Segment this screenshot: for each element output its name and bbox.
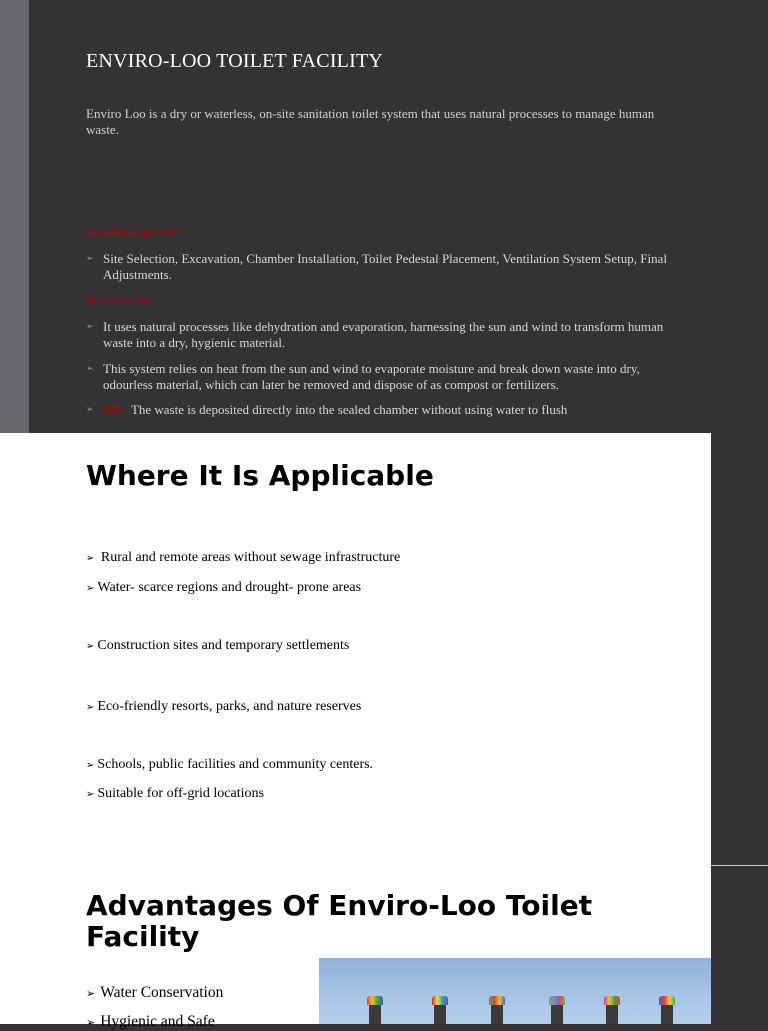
- advantages-heading-line2: Facility: [86, 920, 200, 953]
- nb-label: NB:: [103, 402, 125, 417]
- advantage-item-text: Hygienic and Safe: [100, 1013, 215, 1030]
- advantages-heading-line1: Advantages Of Enviro-Loo Toilet: [86, 889, 593, 922]
- applicable-heading: Where It Is Applicable: [86, 459, 434, 492]
- advantage-item-text: Water Conservation: [100, 984, 224, 1001]
- how-bullet-1: [86, 319, 671, 350]
- how-bullet-2: [86, 361, 671, 392]
- applicable-item: [86, 550, 400, 566]
- bullet-text: Site Selection, Excavation, Chamber Installation, Toilet Pedestal Placement, Ventilation System Setup, Final Adjustments.: [103, 251, 668, 282]
- bullet-arrow-icon: ➢: [86, 988, 96, 1000]
- vent-pipe: [606, 1004, 618, 1024]
- bullet-arrow-icon: ➢: [86, 641, 95, 652]
- bullet-arrow-icon: ➢: [86, 1017, 96, 1029]
- applicable-item: [86, 580, 361, 596]
- bullet-arrow-icon: ➢: [86, 321, 94, 331]
- applicable-item-text: Suitable for off-grid locations: [97, 786, 264, 801]
- slide-edge-dark: [711, 433, 768, 1024]
- vent-pipe: [661, 1004, 673, 1024]
- applicable-item: [86, 699, 361, 715]
- advantage-item: [86, 984, 223, 1002]
- slide-side-stripe: [0, 0, 29, 433]
- applicable-item-text: Rural and remote areas without sewage infrastructure: [100, 550, 401, 565]
- slide-divider: [711, 865, 768, 866]
- applicable-item: [86, 638, 349, 654]
- applicable-item: [86, 786, 264, 802]
- vent-pipe: [369, 1004, 381, 1024]
- installation-heading: Installation process: [86, 225, 179, 239]
- applicable-item: [86, 757, 373, 773]
- how-it-works-heading: How it works: [86, 293, 152, 307]
- advantage-item: [86, 1013, 215, 1031]
- installation-bullet: [86, 251, 671, 282]
- bullet-arrow-icon: ➢: [86, 253, 94, 263]
- bullet-text: It uses natural processes like dehydration and evaporation, harnessing the sun and wind to transform human waste into a dry, hygienic material.: [103, 319, 664, 350]
- applicable-item-text: Water- scarce regions and drought- prone areas: [97, 580, 362, 595]
- bullet-text: This system relies on heat from the sun and wind to evaporate moisture and break down waste into dry, odourless material, which can later be removed and dispose of as compost or fertilizers.: [103, 361, 640, 392]
- applicable-item-text: Schools, public facilities and community centers.: [97, 757, 374, 772]
- applicable-item-text: Eco-friendly resorts, parks, and nature reserves: [97, 699, 362, 714]
- slide-title: ENVIRO-LOO TOILET FACILITY: [86, 50, 384, 72]
- bullet-arrow-icon: ➢: [86, 702, 95, 713]
- vent-pipe: [491, 1004, 503, 1024]
- nb-text: The waste is deposited directly into the sealed chamber without using water to flush: [130, 402, 568, 417]
- bullet-arrow-icon: ➢: [86, 404, 94, 414]
- bullet-arrow-icon: ➢: [86, 760, 95, 771]
- intro-paragraph: Enviro Loo is a dry or waterless, on-site sanitation toilet system that uses natural processes to manage human waste.: [86, 106, 655, 137]
- bullet-arrow-icon: ➢: [86, 789, 95, 800]
- vent-pipe: [434, 1004, 446, 1024]
- advantages-heading: [86, 890, 592, 952]
- slide-enviro-loo-intro: [0, 0, 768, 433]
- nb-bullet: [86, 402, 671, 418]
- bullet-arrow-icon: ➢: [86, 553, 95, 564]
- vent-pipes-photo: [319, 958, 711, 1024]
- applicable-item-text: Construction sites and temporary settlements: [97, 638, 350, 653]
- bullet-arrow-icon: ➢: [86, 363, 94, 373]
- bullet-arrow-icon: ➢: [86, 583, 95, 594]
- vent-pipe: [551, 1004, 563, 1024]
